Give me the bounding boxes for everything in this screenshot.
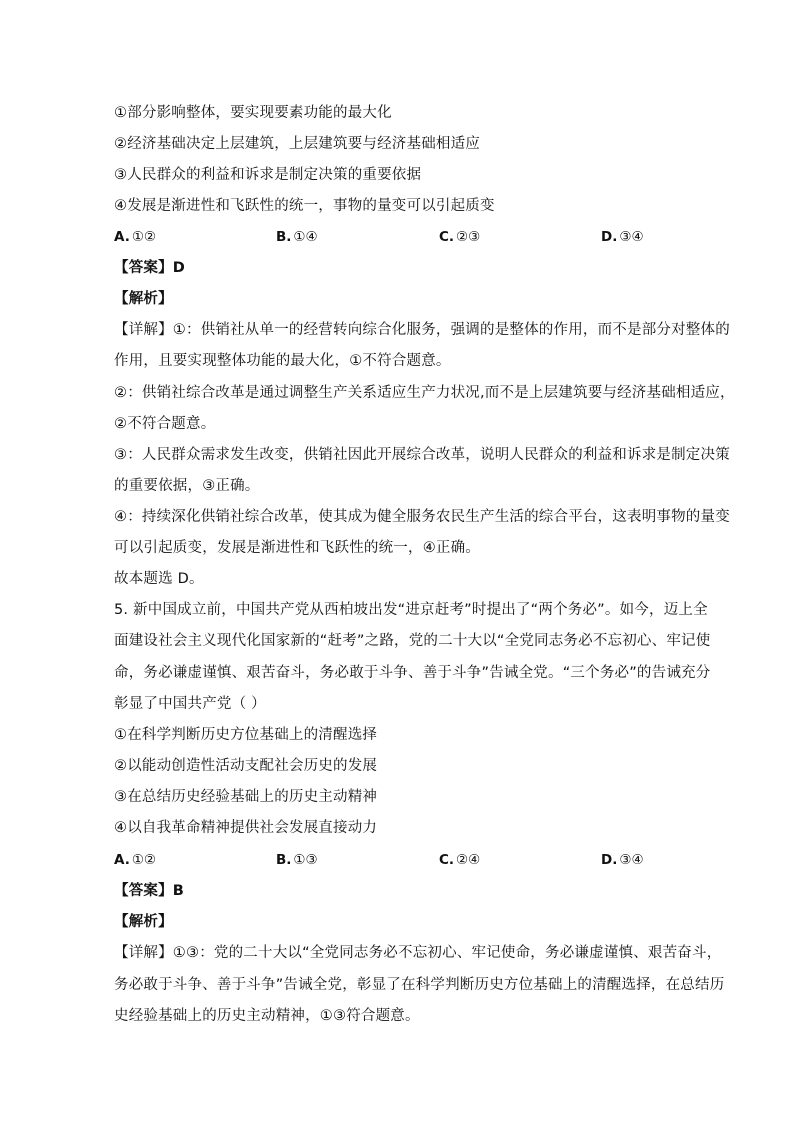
q5-statement-4: ④以自我革命精神提供社会发展直接动力 <box>114 820 378 836</box>
q5-option-c-text: ②④ <box>456 852 481 868</box>
q4-detail-line-6: 的重要依据，③正确。 <box>114 478 260 494</box>
q4-detail-line-3: ②：供销社综合改革是通过调整生产关系适应生产力状况,而不是上层建筑要与经济基础相适应， <box>114 385 735 401</box>
q5-option-a <box>114 850 156 870</box>
q5-option-d <box>601 850 644 870</box>
q5-option-d-text: ③④ <box>619 852 644 868</box>
q5-option-a-letter: A. <box>114 852 130 868</box>
q4-detail-line-9: 故本题选 D。 <box>114 571 204 587</box>
q4-statement-4: ④发展是渐进性和飞跃性的统一，事物的量变可以引起质变 <box>114 198 495 214</box>
q4-detail-line-8: 可以引起质变，发展是渐进性和飞跃性的统一，④正确。 <box>114 540 480 556</box>
q4-option-b-text: ①④ <box>293 229 318 245</box>
q4-answer: 【答案】D <box>114 260 186 276</box>
q4-option-d-text: ③④ <box>619 229 644 245</box>
q5-analysis-label: 【解析】 <box>114 914 173 930</box>
q5-stem-line-2: 面建设社会主义现代化国家新的“赶考”之路，党的二十大以“全党同志务必不忘初心、牢记使 <box>114 633 711 649</box>
q5-option-b-letter: B. <box>276 852 292 868</box>
q4-option-d <box>601 227 644 247</box>
q5-detail-line-3: 史经验基础上的历史主动精神，①③符合题意。 <box>114 1008 420 1024</box>
q5-option-b <box>276 850 318 870</box>
q5-option-b-text: ①③ <box>293 852 318 868</box>
q5-statement-2: ②以能动创造性活动支配社会历史的发展 <box>114 758 378 774</box>
q5-statement-1: ①在科学判断历史方位基础上的清醒选择 <box>114 727 378 743</box>
q5-stem-line-3: 命，务必谦虚谨慎、艰苦奋斗，务必敢于斗争、善于斗争”告诫全党。“三个务必”的告诫充分 <box>114 665 711 681</box>
q4-statement-2: ②经济基础决定上层建筑，上层建筑要与经济基础相适应 <box>114 136 480 152</box>
q5-statement-3: ③在总结历史经验基础上的历史主动精神 <box>114 789 378 805</box>
q4-detail-line-4: ②不符合题意。 <box>114 416 216 432</box>
q4-statement-3: ③人民群众的利益和诉求是制定决策的重要依据 <box>114 167 422 183</box>
q5-stem-line-4: 彰显了中国共产党（ ） <box>114 696 266 712</box>
q5-option-a-text: ①② <box>131 852 157 868</box>
q4-statement-1: ①部分影响整体，要实现要素功能的最大化 <box>114 105 392 121</box>
q5-option-c-letter: C. <box>439 852 455 868</box>
q4-option-a <box>114 227 156 247</box>
q4-detail-line-7: ④：持续深化供销社综合改革，使其成为健全服务农民生产生活的综合平台，这表明事物的量变 <box>114 509 730 525</box>
q4-option-b-letter: B. <box>276 229 292 245</box>
q4-option-a-letter: A. <box>114 229 130 245</box>
q4-option-b <box>276 227 318 247</box>
q4-detail-line-5: ③：人民群众需求发生改变，供销社因此开展综合改革，说明人民群众的利益和诉求是制定决策 <box>114 447 730 463</box>
q4-option-c-text: ②③ <box>456 229 481 245</box>
q5-detail-line-1: 【详解】①③：党的二十大以“全党同志务必不忘初心、牢记使命，务必谦虚谨慎、艰苦奋斗， <box>114 945 722 961</box>
q5-stem-line-1: 5. 新中国成立前，中国共产党从西柏坡出发“进京赶考”时提出了“两个务必”。如今，迈上全 <box>114 602 708 618</box>
q4-option-c-letter: C. <box>439 229 455 245</box>
q4-detail-line-1: 【详解】①：供销社从单一的经营转向综合化服务，强调的是整体的作用，而不是部分对整体的 <box>114 322 730 338</box>
q4-detail-line-2: 作用，且要实现整体功能的最大化，①不符合题意。 <box>114 353 451 369</box>
q4-analysis-label: 【解析】 <box>114 291 173 307</box>
q5-option-c <box>439 850 480 870</box>
q4-option-d-letter: D. <box>601 229 618 245</box>
q4-option-c <box>439 227 480 247</box>
q5-answer: 【答案】B <box>114 883 185 899</box>
q4-option-a-text: ①② <box>131 229 157 245</box>
q5-detail-line-2: 务必敢于斗争、善于斗争”告诫全党，彰显了在科学判断历史方位基础上的清醒选择，在总结历 <box>114 977 725 993</box>
q5-option-d-letter: D. <box>601 852 618 868</box>
